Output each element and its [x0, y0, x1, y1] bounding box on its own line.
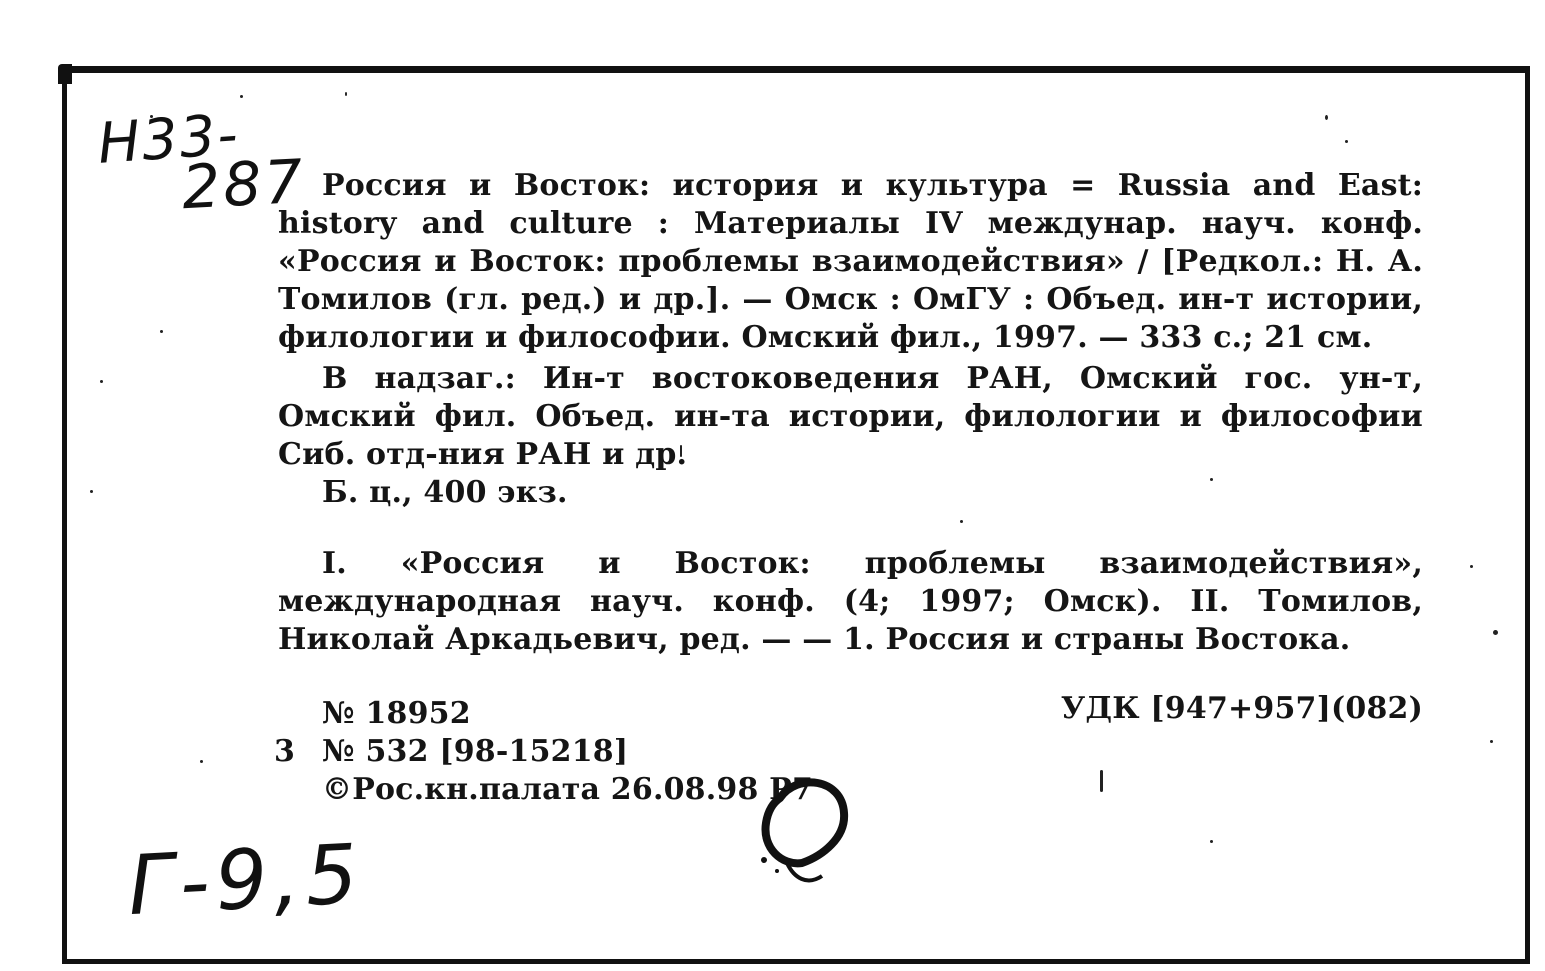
- book-chamber-number-text: № 532 [98-15218]: [322, 734, 629, 769]
- book-chamber-number: [274, 733, 874, 771]
- udc-classification: УДК [947+957](082): [1060, 691, 1423, 726]
- handwritten-bottom-note: Г-9,5: [125, 826, 366, 935]
- book-chamber-lead: 3: [274, 734, 296, 769]
- copyright-line: ©Рос.кн.палата 26.08.98 Р7: [322, 772, 814, 807]
- subject-tracings: I. «Россия и Восток: проблемы взаимодействия», международная науч. конф. (4; 1997; Омск). II. Томилов, Николай Аркадьевич, ред. — — 1. Россия и страны Востока.: [278, 546, 1423, 657]
- registration-number: № 18952: [322, 696, 471, 731]
- price-and-copies: Б. ц., 400 экз.: [322, 475, 568, 510]
- handwritten-shelf-mark-top: Н33-: [95, 102, 242, 177]
- main-bibliographic-entry: Россия и Восток: история и культура = Russia and East: history and culture : Материалы IV междунар. науч. конф. «Россия и Восток: проблемы взаимодействия» / [Редкол.: Н. А. Томилов (гл. ред.) и др.]. — Омск : ОмГУ : Объед. ин-т истории, филологии и философии. Омский фил., 1997. — 333 с.; 21 см.: [278, 168, 1423, 355]
- annotation-note: В надзаг.: Ин-т востоковедения РАН, Омский гос. ун-т, Омский фил. Объед. ин-та истории, филологии и философии Сиб. отд-ния РАН и др.: [278, 361, 1423, 472]
- handwritten-shelf-mark-bottom: 287: [180, 146, 308, 224]
- handwritten-circle-mark: [752, 768, 862, 898]
